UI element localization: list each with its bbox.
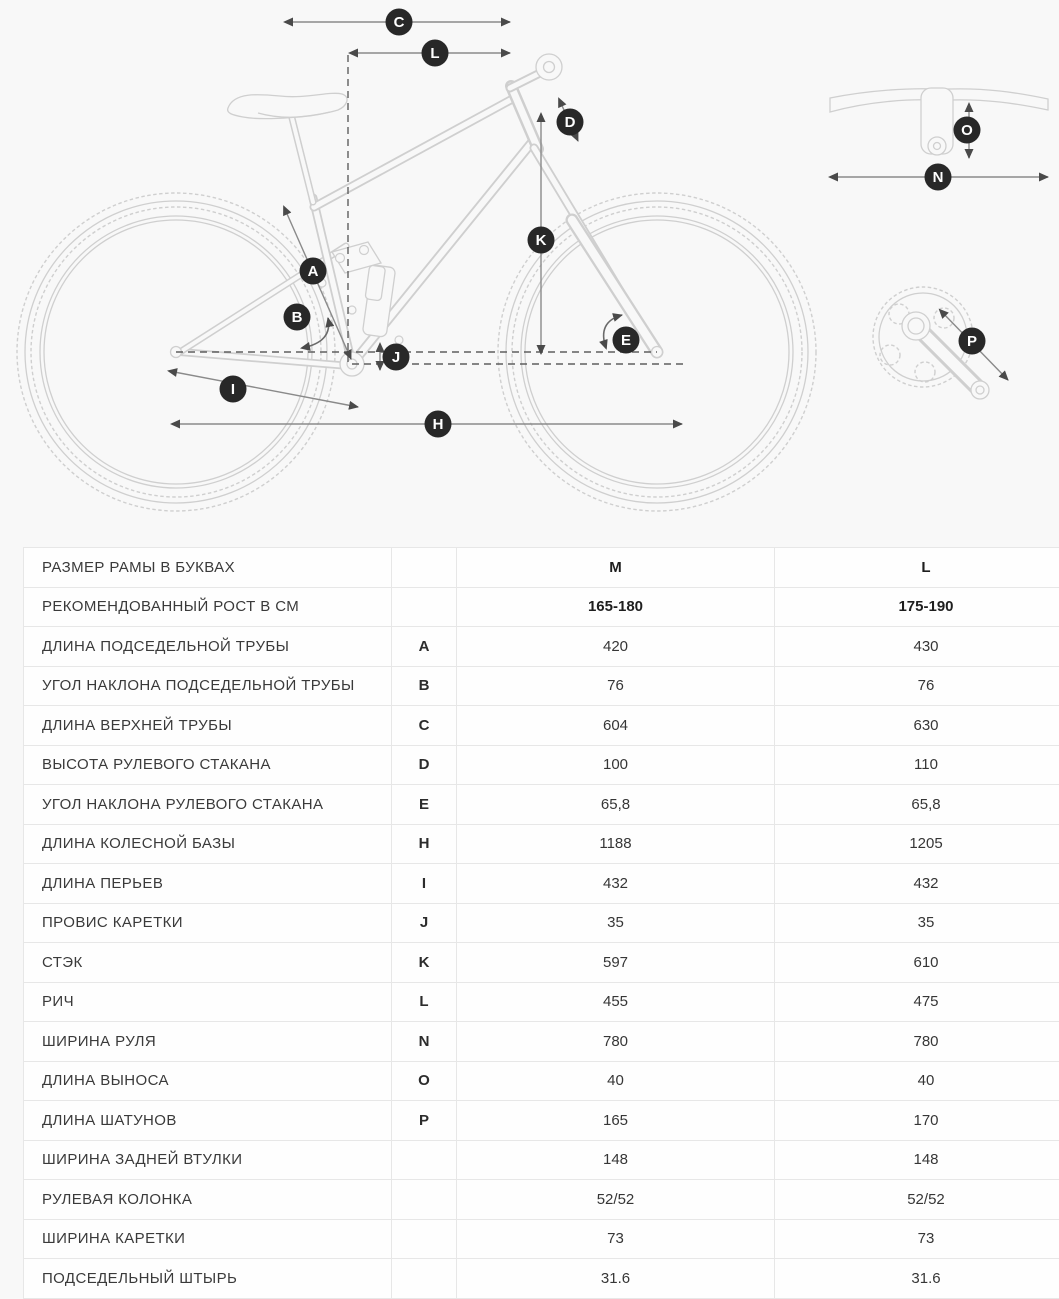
table-row xyxy=(24,1180,1059,1220)
table-row xyxy=(24,982,1059,1022)
row-letter: E xyxy=(392,785,457,825)
svg-text:I: I xyxy=(231,381,235,398)
value-m: 432 xyxy=(457,864,775,904)
saddle xyxy=(228,93,347,118)
geometry-table-body xyxy=(24,548,1059,1299)
row-letter: N xyxy=(392,1022,457,1062)
row-letter: P xyxy=(392,1101,457,1141)
value-l: 73 xyxy=(775,1219,1059,1259)
geometry-table xyxy=(23,547,1059,1299)
value-m: 597 xyxy=(457,943,775,983)
value-m: M xyxy=(457,548,775,588)
table-row xyxy=(24,903,1059,943)
row-label: РУЛЕВАЯ КОЛОНКА xyxy=(24,1180,392,1220)
value-l: 76 xyxy=(775,666,1059,706)
svg-text:E: E xyxy=(621,332,631,349)
value-l: 780 xyxy=(775,1022,1059,1062)
svg-text:K: K xyxy=(536,232,547,249)
value-l: 40 xyxy=(775,1061,1059,1101)
row-letter xyxy=(392,1259,457,1299)
svg-text:L: L xyxy=(430,45,439,62)
value-m: 52/52 xyxy=(457,1180,775,1220)
row-letter: I xyxy=(392,864,457,904)
table-row xyxy=(24,666,1059,706)
row-letter: D xyxy=(392,745,457,785)
table-row xyxy=(24,1022,1059,1062)
dimension-marker-H xyxy=(425,411,452,438)
value-l: 148 xyxy=(775,1140,1059,1180)
row-label: ДЛИНА ПОДСЕДЕЛЬНОЙ ТРУБЫ xyxy=(24,627,392,667)
dimension-marker-I xyxy=(220,376,247,403)
svg-text:N: N xyxy=(933,169,944,186)
dimension-marker-A xyxy=(300,258,327,285)
value-l: 170 xyxy=(775,1101,1059,1141)
row-letter xyxy=(392,587,457,627)
value-l: 52/52 xyxy=(775,1180,1059,1220)
row-label: ШИРИНА РУЛЯ xyxy=(24,1022,392,1062)
row-letter: L xyxy=(392,982,457,1022)
value-l: 432 xyxy=(775,864,1059,904)
value-l: 31.6 xyxy=(775,1259,1059,1299)
row-letter: K xyxy=(392,943,457,983)
svg-text:J: J xyxy=(392,349,400,366)
value-l: 175-190 xyxy=(775,587,1059,627)
value-m: 40 xyxy=(457,1061,775,1101)
svg-text:O: O xyxy=(961,122,973,139)
value-l: 430 xyxy=(775,627,1059,667)
value-m: 100 xyxy=(457,745,775,785)
dimension-marker-N xyxy=(925,164,952,191)
row-letter: J xyxy=(392,903,457,943)
dimension-marker-C xyxy=(386,9,413,36)
value-l: 475 xyxy=(775,982,1059,1022)
bike-side-view xyxy=(17,54,816,511)
value-m: 604 xyxy=(457,706,775,746)
svg-text:P: P xyxy=(967,333,977,350)
value-l: 1205 xyxy=(775,824,1059,864)
row-label: СТЭК xyxy=(24,943,392,983)
table-row xyxy=(24,1219,1059,1259)
row-label: ПОДСЕДЕЛЬНЫЙ ШТЫРЬ xyxy=(24,1259,392,1299)
table-row xyxy=(24,785,1059,825)
row-label: ДЛИНА ПЕРЬЕВ xyxy=(24,864,392,904)
row-letter: H xyxy=(392,824,457,864)
value-m: 420 xyxy=(457,627,775,667)
row-label: ШИРИНА ЗАДНЕЙ ВТУЛКИ xyxy=(24,1140,392,1180)
value-m: 455 xyxy=(457,982,775,1022)
dimension-marker-E xyxy=(613,327,640,354)
row-label: УГОЛ НАКЛОНА ПОДСЕДЕЛЬНОЙ ТРУБЫ xyxy=(24,666,392,706)
row-letter xyxy=(392,1219,457,1259)
row-label: ДЛИНА КОЛЕСНОЙ БАЗЫ xyxy=(24,824,392,864)
handlebar-grip xyxy=(536,54,562,80)
table-row xyxy=(24,1140,1059,1180)
row-letter: A xyxy=(392,627,457,667)
value-l: 110 xyxy=(775,745,1059,785)
value-l: L xyxy=(775,548,1059,588)
value-l: 630 xyxy=(775,706,1059,746)
row-label: ВЫСОТА РУЛЕВОГО СТАКАНА xyxy=(24,745,392,785)
value-m: 73 xyxy=(457,1219,775,1259)
svg-text:D: D xyxy=(565,114,576,131)
value-l: 610 xyxy=(775,943,1059,983)
dimension-marker-P xyxy=(959,328,986,355)
row-label: ДЛИНА ВЫНОСА xyxy=(24,1061,392,1101)
table-row xyxy=(24,587,1059,627)
row-letter: B xyxy=(392,666,457,706)
table-row xyxy=(24,1259,1059,1299)
dimension-marker-O xyxy=(954,117,981,144)
dimension-marker-B xyxy=(284,304,311,331)
row-letter xyxy=(392,1180,457,1220)
row-label: УГОЛ НАКЛОНА РУЛЕВОГО СТАКАНА xyxy=(24,785,392,825)
value-l: 65,8 xyxy=(775,785,1059,825)
value-m: 148 xyxy=(457,1140,775,1180)
value-m: 76 xyxy=(457,666,775,706)
svg-text:C: C xyxy=(394,14,405,31)
row-label: РЕКОМЕНДОВАННЫЙ РОСТ В СМ xyxy=(24,587,392,627)
row-letter xyxy=(392,1140,457,1180)
value-m: 780 xyxy=(457,1022,775,1062)
value-m: 31.6 xyxy=(457,1259,775,1299)
table-row xyxy=(24,1101,1059,1141)
value-m: 1188 xyxy=(457,824,775,864)
dimension-marker-L xyxy=(422,40,449,67)
dimension-marker-D xyxy=(557,109,584,136)
table-row xyxy=(24,627,1059,667)
svg-text:A: A xyxy=(308,263,319,280)
row-label: РИЧ xyxy=(24,982,392,1022)
row-letter: C xyxy=(392,706,457,746)
table-row xyxy=(24,1061,1059,1101)
table-row xyxy=(24,745,1059,785)
table-row xyxy=(24,864,1059,904)
table-row xyxy=(24,943,1059,983)
dimension-markers xyxy=(220,9,986,438)
value-m: 165 xyxy=(457,1101,775,1141)
handlebar-top-view xyxy=(830,88,1048,155)
table-row xyxy=(24,706,1059,746)
row-letter: O xyxy=(392,1061,457,1101)
value-m: 165-180 xyxy=(457,587,775,627)
row-label: РАЗМЕР РАМЫ В БУКВАХ xyxy=(24,548,392,588)
row-label: ПРОВИС КАРЕТКИ xyxy=(24,903,392,943)
table-row xyxy=(24,548,1059,588)
dimension-marker-K xyxy=(528,227,555,254)
value-m: 65,8 xyxy=(457,785,775,825)
row-label: ШИРИНА КАРЕТКИ xyxy=(24,1219,392,1259)
row-letter xyxy=(392,548,457,588)
value-m: 35 xyxy=(457,903,775,943)
row-label: ДЛИНА ШАТУНОВ xyxy=(24,1101,392,1141)
svg-text:B: B xyxy=(292,309,303,326)
bike-geometry-diagram xyxy=(0,0,1059,540)
row-label: ДЛИНА ВЕРХНЕЙ ТРУБЫ xyxy=(24,706,392,746)
svg-text:H: H xyxy=(433,416,444,433)
value-l: 35 xyxy=(775,903,1059,943)
table-row xyxy=(24,824,1059,864)
dimension-marker-J xyxy=(383,344,410,371)
